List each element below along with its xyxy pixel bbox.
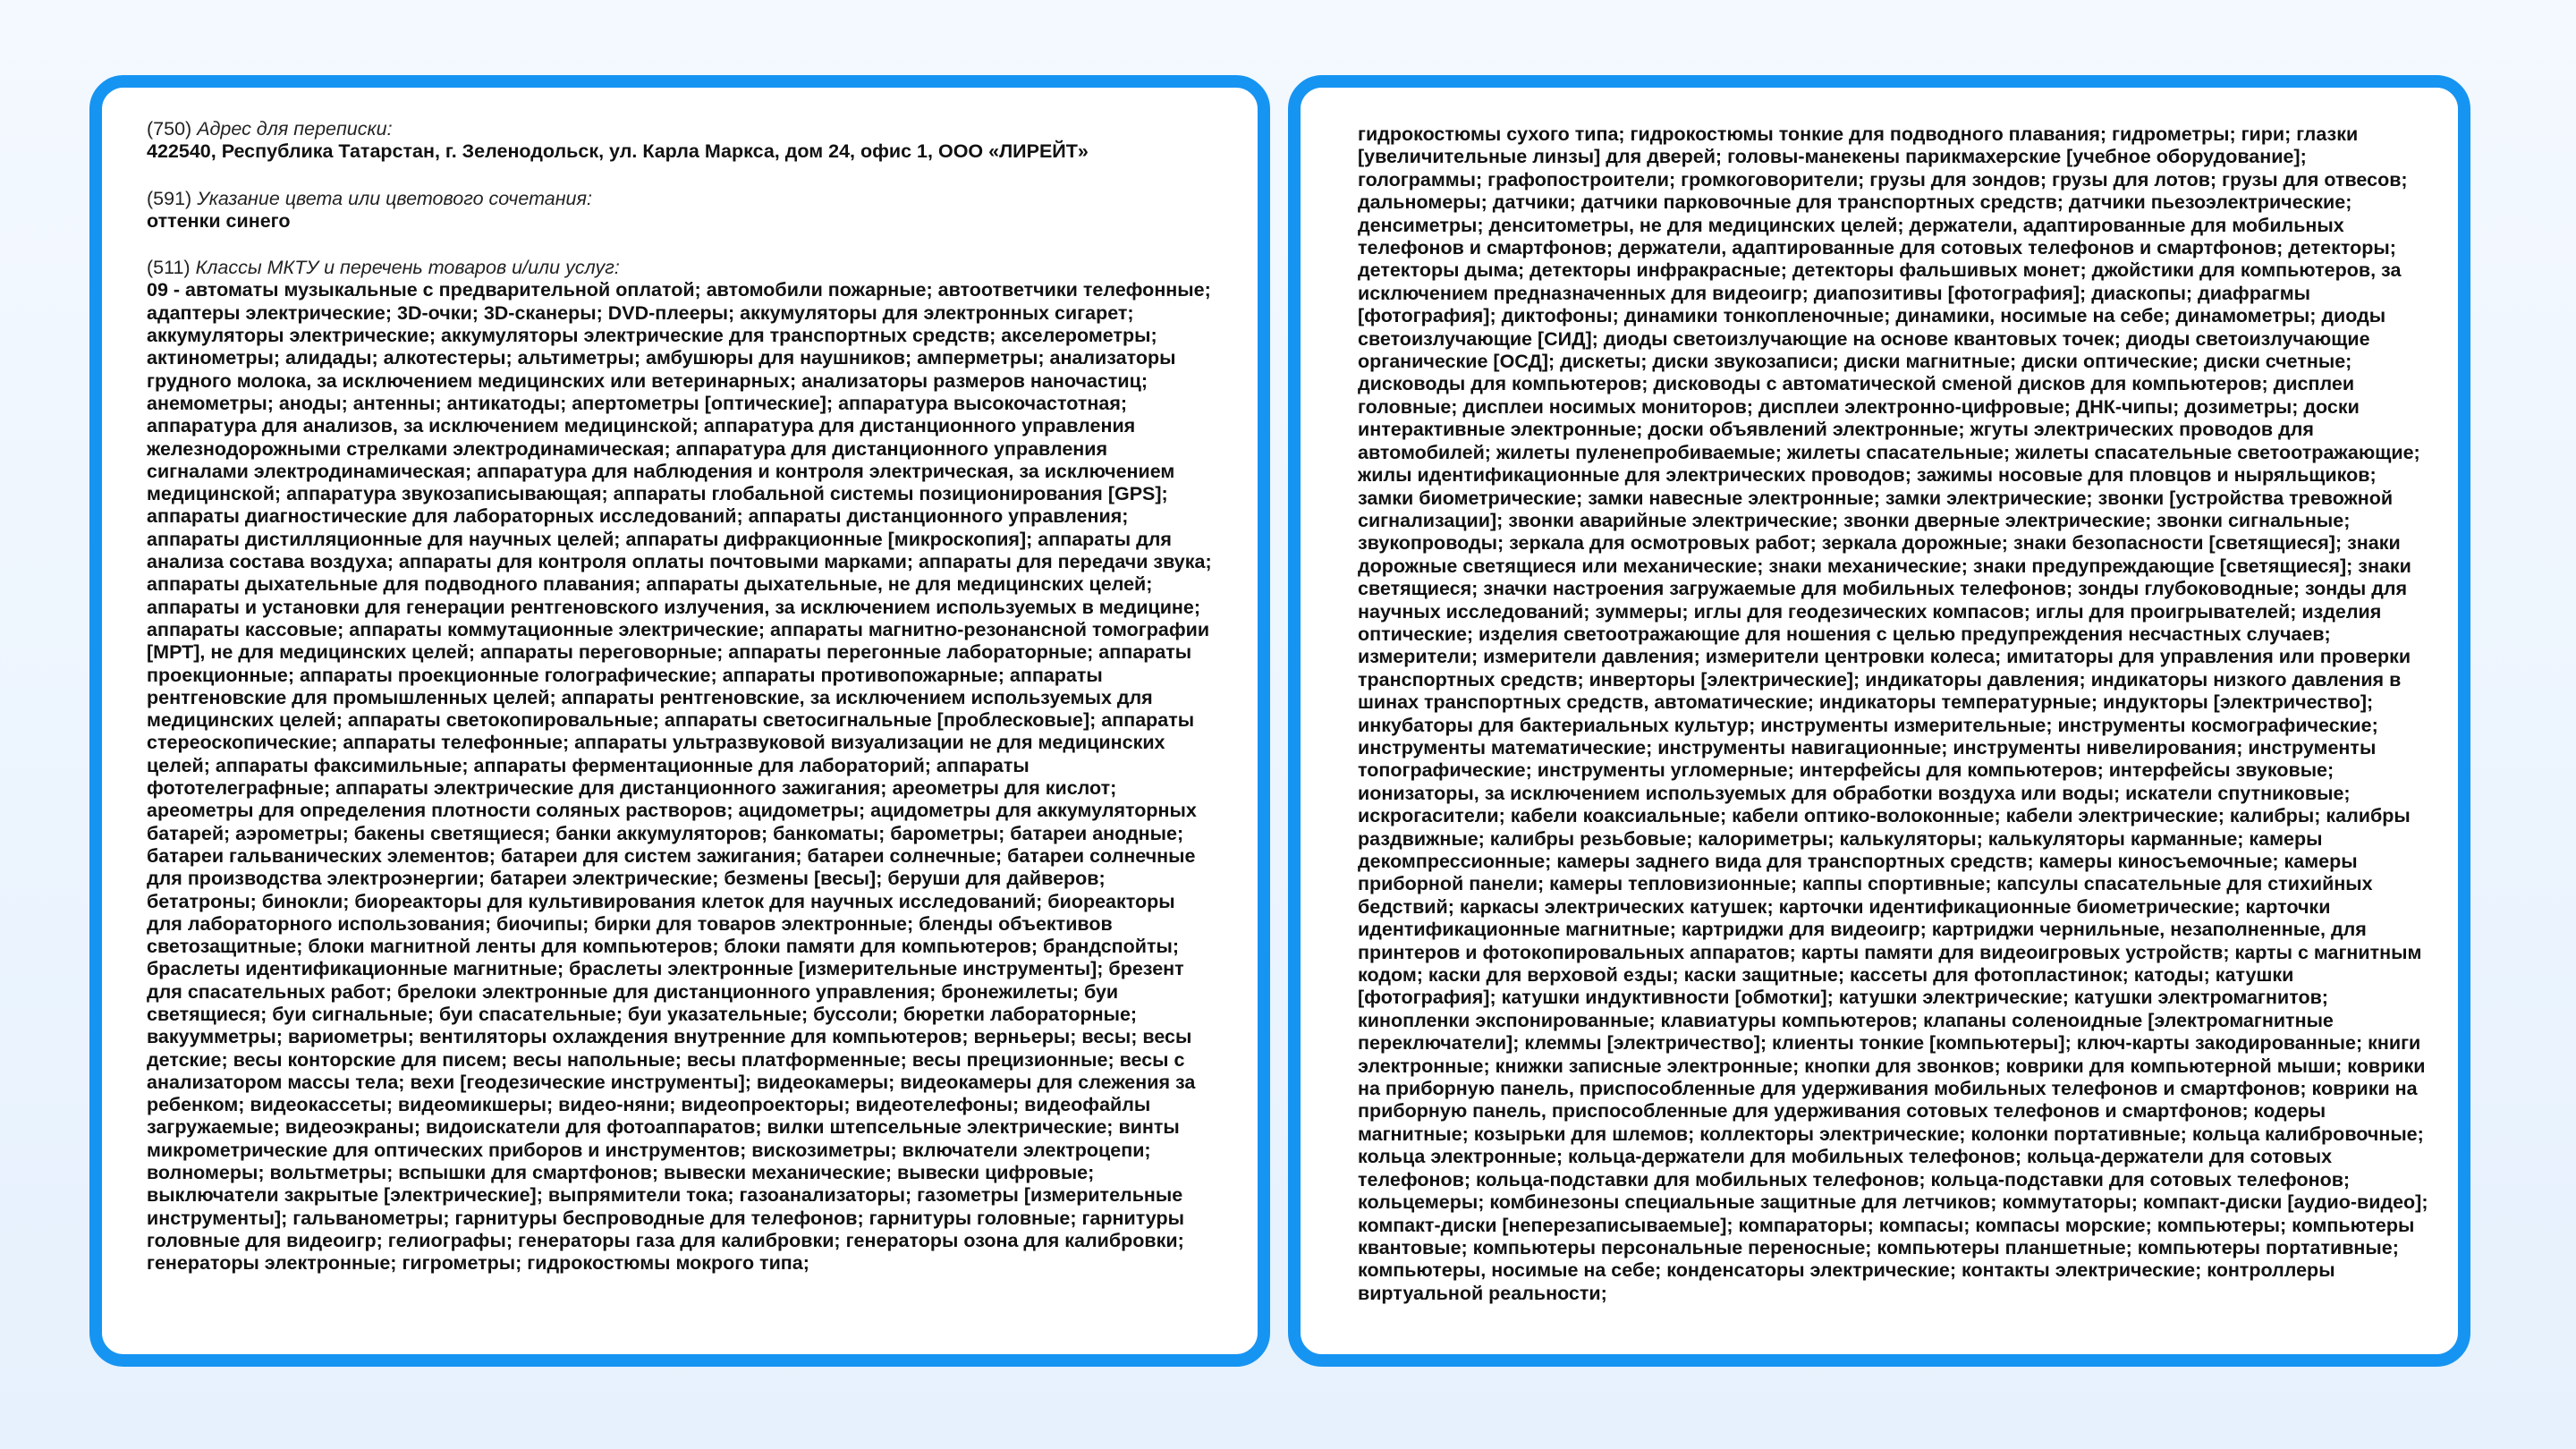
color-value: оттенки синего — [147, 209, 291, 232]
panel-right-top-mask — [1301, 88, 2458, 107]
address-value: 422540, Республика Татарстан, г. Зеленодольск, ул. Карла Маркса, дом 24, офис 1, ООО «ЛИРЕЙТ» — [147, 140, 1089, 163]
panel-right-content — [1301, 88, 2458, 1354]
document-panel-right — [1288, 75, 2470, 1367]
classes-code: (511) — [147, 257, 191, 279]
panel-left-content — [102, 88, 1258, 1354]
color-code: (591) — [147, 187, 192, 209]
color-title: Указание цвета или цветового сочетания: — [197, 187, 592, 209]
address-field-head — [147, 118, 1213, 140]
address-title: Адрес для переписки: — [197, 118, 393, 140]
address-code: (750) — [147, 118, 192, 140]
classes-field-head — [147, 257, 1213, 279]
document-panel-left — [89, 75, 1270, 1367]
classes-title: Классы МКТУ и перечень товаров и/или услуг: — [195, 257, 620, 279]
goods-list-left: 09 - автоматы музыкальные с предварительной оплатой; автомобили пожарные; автоответчики телефонные; адаптеры электрические; 3D-очки; 3D-сканеры; DVD-плееры; аккумуляторы для электронных сигарет; аккумуляторы электрические; аккумуляторы электрические для транспортных средств; акселерометры; актинометры; алидады; алкотестеры; альтиметры; амбушюры для наушников; амперметры; анализаторы грудного молока, за исключением медицинских или ветеринарных; анализаторы размеров наночастиц; анемометры; аноды; антенны; антикатоды; апертометры [оптические]; аппаратура высокочастотная; аппаратура для анализов, за исключением медицинской; аппаратура для дистанционного управления железнодорожными стрелками электродинамическая; аппаратура для дистанционного управления сигналами электродинамическая; аппаратура для наблюдения и контроля электрическая, за исключением медицинской; аппаратура звукозаписывающая; аппараты глобальной системы позиционирования [GPS]; аппараты диагностические для лабораторных исследований; аппараты дистанционного управления; аппараты дистилляционные для научных целей; аппараты дифракционные [микроскопия]; аппараты для анализа состава воздуха; аппараты для контроля оплаты почтовыми марками; аппараты для передачи звука; аппараты дыхательные для подводного плавания; аппараты дыхательные, не для медицинских целей; аппараты и установки для генерации рентгеновского излучения, за исключением используемых в медицине; аппараты кассовые; аппараты коммутационные электрические; аппараты магнитно-резонансной томографии [МРТ], не для медицинских целей; аппараты переговорные; аппараты перегонные лабораторные; аппараты проекционные; аппараты проекционные голографические; аппараты противопожарные; аппараты рентгеновские для промышленных целей; аппараты рентгеновские, за исключением используемых для медицинских целей; аппараты светокопировальные; аппараты светосигнальные [проблесковые]; аппараты стереоскопические; аппараты телефонные; аппараты ультразвуковой визуализации не для медицинских целей; аппараты факсимильные; аппараты ферментационные для лабораторий; аппараты фототелеграфные; аппараты электрические для дистанционного зажигания; ареометры для кислот; ареометры для определения плотности соляных растворов; ацидометры; ацидометры для аккумуляторных батарей; аэрометры; бакены светящиеся; банки аккумуляторов; банкоматы; барометры; батареи анодные; батареи гальванических элементов; батареи для систем зажигания; батареи солнечные; батареи солнечные для производства электроэнергии; батареи электрические; безмены [весы]; беруши для дайверов; бетатроны; бинокли; биореакторы для культивирования клеток для научных исследований; биореакторы для лабораторного использования; биочипы; бирки для товаров электронные; бленды объективов светозащитные; блоки магнитной ленты для компьютеров; блоки памяти для компьютеров; брандспойты; браслеты идентификационные магнитные; браслеты электронные [измерительные инструменты]; брезент для спасательных работ; брелоки электронные для дистанционного управления; бронежилеты; буи светящиеся; буи сигнальные; буи спасательные; буи указательные; буссоли; бюретки лабораторные; вакуумметры; вариометры; вентиляторы охлаждения внутренние для компьютеров; верньеры; весы; весы детские; весы конторские для писем; весы напольные; весы платформенные; весы прецизионные; весы с анализатором массы тела; вехи [геодезические инструменты]; видеокамеры; видеокамеры для слежения за ребенком; видеокассеты; видеомикшеры; видео-няни; видеопроекторы; видеотелефоны; видеофайлы загружаемые; видеоэкраны; видоискатели для фотоаппаратов; вилки штепсельные электрические; винты микрометрические для оптических приборов и инструментов; вискозиметры; включатели электроцепи; волномеры; вольтметры; вспышки для смартфонов; вывески механические; вывески цифровые; выключатели закрытые [электрические]; выпрямители тока; газоанализаторы; газометры [измерительные инструменты]; гальванометры; гарнитуры беспроводные для телефонов; гарнитуры головные; гарнитуры головные для видеоигр; гелиографы; генераторы газа для калибровки; генераторы озона для калибровки; генераторы электронные; гигрометры; гидрокостюмы мокрого типа; — [147, 279, 1212, 1275]
color-field-head — [147, 188, 1213, 210]
goods-list-right: гидрокостюмы сухого типа; гидрокостюмы тонкие для подводного плавания; гидрометры; гири; глазки [увеличительные линзы] для дверей; головы-манекены парикмахерские [учебное оборудование]; голограммы; графопостроители; громкоговорители; грузы для зондов; грузы для лотов; грузы для отвесов; дальномеры; датчики; датчики парковочные для транспортных средств; датчики пьезоэлектрические; денсиметры; денситометры, не для медицинских целей; держатели, адаптированные для мобильных телефонов и смартфонов; держатели, адаптированные для сотовых телефонов и смартфонов; детекторы; детекторы дыма; детекторы инфракрасные; детекторы фальшивых монет; джойстики для компьютеров, за исключением предназначенных для видеоигр; диапозитивы [фотография]; диаскопы; диафрагмы [фотография]; диктофоны; динамики тонкопленочные; динамики, носимые на себе; динамометры; диоды светоизлучающие [СИД]; диоды светоизлучающие на основе квантовых точек; диоды светоизлучающие органические [ОСД]; дискеты; диски звукозаписи; диски магнитные; диски оптические; диски счетные; дисководы для компьютеров; дисководы с автоматической сменой дисков для компьютеров; дисплеи головные; дисплеи носимых мониторов; дисплеи электронно-цифровые; ДНК-чипы; дозиметры; доски интерактивные электронные; доски объявлений электронные; жгуты электрических проводов для автомобилей; жилеты пуленепробиваемые; жилеты спасательные; жилеты спасательные светоотражающие; жилы идентификационные для электрических проводов; зажимы носовые для пловцов и ныряльщиков; замки биометрические; замки навесные электронные; замки электрические; звонки [устройства тревожной сигнализации]; звонки аварийные электрические; звонки дверные электрические; звонки сигнальные; звукопроводы; зеркала для осмотровых работ; зеркала дорожные; знаки безопасности [светящиеся]; знаки дорожные светящиеся или механические; знаки механические; знаки предупреждающие [светящиеся]; знаки светящиеся; значки настроения загружаемые для мобильных телефонов; зонды глубоководные; зонды для научных исследований; зуммеры; иглы для геодезических компасов; иглы для проигрывателей; изделия оптические; изделия светоотражающие для ношения с целью предупреждения несчастных случаев; измерители; измерители давления; измерители центровки колеса; имитаторы для управления или проверки транспортных средств; инверторы [электрические]; индикаторы давления; индикаторы низкого давления в шинах транспортных средств, автоматические; индикаторы температурные; индукторы [электричество]; инкубаторы для бактериальных культур; инструменты измерительные; инструменты космографические; инструменты математические; инструменты навигационные; инструменты нивелирования; инструменты топографические; инструменты угломерные; интерфейсы для компьютеров; интерфейсы звуковые; ионизаторы, за исключением используемых для обработки воздуха или воды; искатели спутниковые; искрогасители; кабели коаксиальные; кабели оптико-волоконные; кабели электрические; калибры; калибры раздвижные; калибры резьбовые; калориметры; калькуляторы; калькуляторы карманные; камеры декомпрессионные; камеры заднего вида для транспортных средств; камеры киносъемочные; камеры приборной панели; камеры тепловизионные; каппы спортивные; капсулы спасательные для стихийных бедствий; каркасы электрических катушек; карточки идентификационные биометрические; карточки идентификационные магнитные; картриджи для видеоигр; картриджи чернильные, незаполненные, для принтеров и фотокопировальных аппаратов; карты памяти для видеоигровых устройств; карты с магнитным кодом; каски для верховой езды; каски защитные; кассеты для фотопластинок; катоды; катушки [фотография]; катушки индуктивности [обмотки]; катушки электрические; катушки электромагнитов; кинопленки экспонированные; клавиатуры компьютеров; клапаны соленоидные [электромагнитные переключатели]; клеммы [электричество]; клиенты тонкие [компьютеры]; ключ-карты закодированные; книги электронные; книжки записные электронные; кнопки для звонков; коврики для компьютерной мыши; коврики на приборную панель, приспособленные для удерживания мобильных телефонов и смартфонов; коврики на приборную панель, приспособленные для удерживания сотовых телефонов и смартфонов; кодеры магнитные; козырьки для шлемов; коллекторы электрические; колонки портативные; кольца калибровочные; кольца электронные; кольца-держатели для мобильных телефонов; кольца-держатели для сотовых телефонов; кольца-подставки для мобильных телефонов; кольца-подставки для сотовых телефонов; кольцемеры; комбинезоны специальные защитные для летчиков; коммутаторы; компакт-диски [аудио-видео]; компакт-диски [неперезаписываемые]; компараторы; компасы; компасы морские; компьютеры; компьютеры квантовые; компьютеры персональные переносные; компьютеры планшетные; компьютеры портативные; компьютеры, носимые на себе; конденсаторы электрические; контакты электрические; контроллеры виртуальной реальности; — [1358, 123, 2428, 1304]
